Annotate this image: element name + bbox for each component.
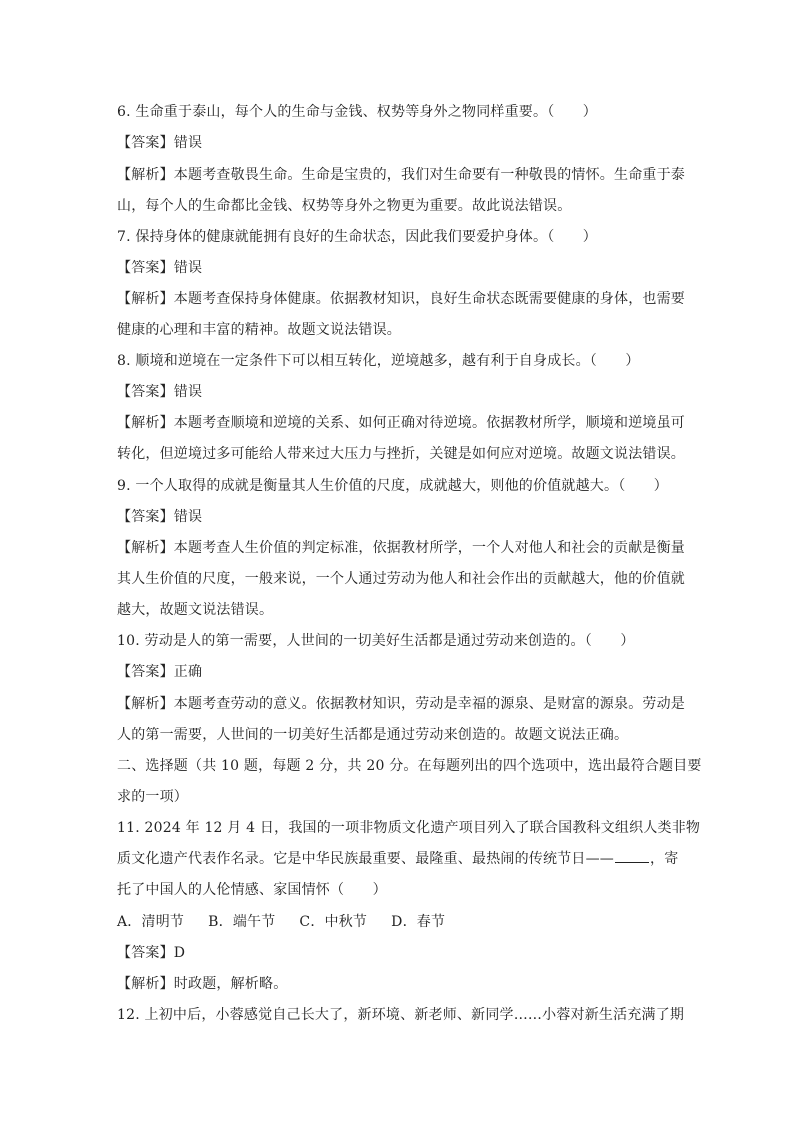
section-heading-line-1: 二、选择题（共 10 题，每题 2 分，共 20 分。在每题列出的四个选项中，选出最符合题目要 [117,758,702,774]
q9-analysis-line-1: 【解析】本题考查人生价值的判定标准，依据教材所学，一个人对他人和社会的贡献是衡量 [117,540,685,556]
q11-option-c: C．中秋节 [299,914,368,930]
q6-question: 6. 生命重于泰山，每个人的生命与金钱、权势等身外之物同样重要。（ ） [117,104,598,120]
q6-answer: 【答案】错误 [117,135,203,151]
q8-question: 8. 顺境和逆境在一定条件下可以相互转化，逆境越多，越有利于自身成长。（ ） [117,353,640,369]
section-heading-line-2: 求的一项） [117,789,188,805]
q8-analysis-line-2: 转化，但逆境过多可能给人带来过大压力与挫折，关键是如何应对逆境。故题文说法错误。 [117,446,685,462]
q10-analysis-line-2: 人的第一需要，人世间的一切美好生活都是通过劳动来创造的。故题文说法正确。 [117,727,629,743]
q11-stem-line-2 [117,849,678,869]
q11-analysis: 【解析】时政题，解析略。 [117,976,288,992]
q11-stem-line-1: 11. 2024 年 12 月 4 日，我国的一项非物质文化遗产项目列入了联合国教科文组织人类非物 [117,820,701,836]
q7-question: 7. 保持身体的健康就能拥有良好的生命状态，因此我们要爱护身体。（ ） [117,229,598,245]
q6-analysis-line-1: 【解析】本题考查敬畏生命。生命是宝贵的，我们对生命要有一种敬畏的情怀。生命重于泰 [117,167,685,183]
q7-analysis-line-2: 健康的心理和丰富的精神。故题文说法错误。 [117,322,401,338]
q8-analysis-line-1: 【解析】本题考查顺境和逆境的关系、如何正确对待逆境。依据教材所学，顺境和逆境虽可 [117,415,685,431]
q7-answer: 【答案】错误 [117,260,203,276]
q11-option-b: B．端午节 [208,914,276,930]
q11-stem-line-3: 托了中国人的人伦情感、家国情怀（ ） [117,882,387,898]
q11-options [117,912,445,932]
q11-option-a: A．清明节 [117,914,185,930]
q8-answer: 【答案】错误 [117,384,203,400]
q10-analysis-line-1: 【解析】本题考查劳动的意义。依据教材知识，劳动是幸福的源泉、是财富的源泉。劳动是 [117,696,685,712]
q11-option-d: D．春节 [391,914,446,930]
q9-analysis-line-2: 其人生价值的尺度，一般来说，一个人通过劳动为他人和社会作出的贡献越大，他的价值就 [117,571,685,587]
q11-blank [615,849,649,863]
q12-stem-line-1: 12. 上初中后，小蓉感觉自己长大了，新环境、新老师、新同学……小蓉对新生活充满了期 [117,1007,685,1023]
q9-analysis-line-3: 越大，故题文说法错误。 [117,602,274,618]
q11-answer: 【答案】D [117,945,186,961]
q9-answer: 【答案】错误 [117,509,203,525]
q11-stem-line-2-tail: ，寄 [650,851,679,867]
q7-analysis-line-1: 【解析】本题考查保持身体健康。依据教材知识，良好生命状态既需要健康的身体，也需要 [117,291,685,307]
q10-answer: 【答案】正确 [117,664,203,680]
q10-question: 10. 劳动是人的第一需要，人世间的一切美好生活都是通过劳动来创造的。（ ） [117,633,635,649]
q9-question: 9. 一个人取得的成就是衡量其人生价值的尺度，成就越大，则他的价值就越大。（ ） [117,478,669,494]
q11-stem-line-2-text: 质文化遗产代表作名录。它是中华民族最重要、最隆重、最热闹的传统节日—— [117,851,614,867]
q6-analysis-line-2: 山，每个人的生命都比金钱、权势等身外之物更为重要。故此说法错误。 [117,198,572,214]
